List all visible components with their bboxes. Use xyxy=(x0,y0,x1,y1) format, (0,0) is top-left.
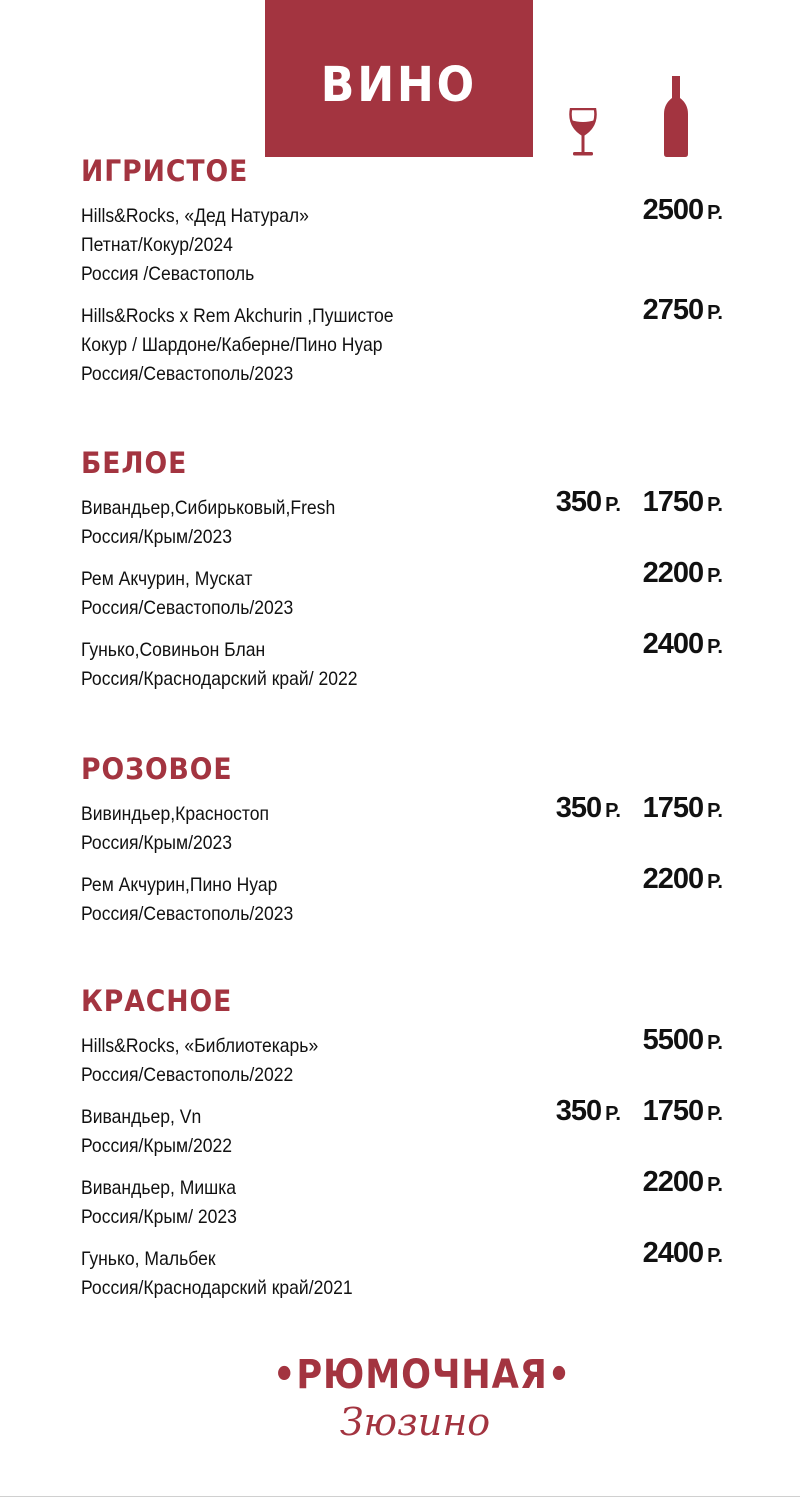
logo-main-text: •РЮМОЧНАЯ• xyxy=(273,1352,572,1398)
bottle-price: 1750 Р. xyxy=(642,1095,723,1127)
page-title: ВИНО xyxy=(320,56,478,113)
section-title: ИГРИСТОЕ xyxy=(81,154,249,188)
wine-name: Вивиндьер,Красностоп xyxy=(81,803,269,825)
section-title: КРАСНОЕ xyxy=(81,984,233,1018)
bottle-price: 2200 Р. xyxy=(642,863,723,895)
list-item xyxy=(81,486,731,552)
bottle-price: 2400 Р. xyxy=(642,1237,723,1269)
wine-bottle-icon xyxy=(663,76,689,158)
wine-name: Гунько, Мальбек xyxy=(81,1248,216,1270)
bottle-price: 1750 Р. xyxy=(642,486,723,518)
list-item xyxy=(81,1237,731,1303)
list-item xyxy=(81,1024,731,1090)
wine-name: Рем Акчурин, Мускат xyxy=(81,568,253,590)
list-item xyxy=(81,1095,731,1161)
list-item xyxy=(81,863,731,929)
wine-origin: Россия/Севастополь/2022 xyxy=(81,1064,294,1086)
wine-details: Кокур / Шардоне/Каберне/Пино Нуар xyxy=(81,334,383,356)
bottom-divider xyxy=(0,1496,800,1497)
section-white xyxy=(81,446,731,707)
section-red xyxy=(81,984,731,1316)
wine-origin: Россия/Крым/2022 xyxy=(81,1135,233,1157)
section-sparkling xyxy=(81,154,731,402)
wine-name: Гунько,Совиньон Блан xyxy=(81,639,266,661)
section-title: РОЗОВОЕ xyxy=(81,752,233,786)
bottle-price: 2750 Р. xyxy=(642,294,723,326)
wine-name: Рем Акчурин,Пино Нуар xyxy=(81,874,278,896)
wine-name: Вивандьер, Vn xyxy=(81,1106,202,1128)
header-banner xyxy=(265,0,533,157)
section-title: БЕЛОЕ xyxy=(81,446,188,480)
bottle-price: 1750 Р. xyxy=(642,792,723,824)
list-item xyxy=(81,557,731,623)
wine-origin: Россия/Крым/ 2023 xyxy=(81,1206,237,1228)
wine-origin: Россия/Севастополь/2023 xyxy=(81,363,294,385)
bottle-price: 2500 Р. xyxy=(642,194,723,226)
wine-origin: Россия /Севастополь xyxy=(81,263,255,285)
list-item xyxy=(81,194,731,289)
list-item xyxy=(81,792,731,858)
wine-name: Hills&Rocks, «Дед Натурал» xyxy=(81,205,309,227)
bottle-price: 5500 Р. xyxy=(642,1024,723,1056)
wine-origin: Россия/Крым/2023 xyxy=(81,526,233,548)
list-item xyxy=(81,294,731,389)
wine-details: Петнат/Кокур/2024 xyxy=(81,234,233,256)
bottle-price: 2200 Р. xyxy=(642,1166,723,1198)
wine-origin: Россия/Краснодарский край/ 2022 xyxy=(81,668,358,690)
logo-script-text: Зюзино xyxy=(339,1400,491,1444)
glass-price: 350 Р. xyxy=(555,486,621,518)
wine-origin: Россия/Севастополь/2023 xyxy=(81,903,294,925)
bottle-price: 2400 Р. xyxy=(642,628,723,660)
glass-price: 350 Р. xyxy=(555,792,621,824)
bottle-price: 2200 Р. xyxy=(642,557,723,589)
wine-name: Hills&Rocks, «Библиотекарь» xyxy=(81,1035,319,1057)
wine-origin: Россия/Севастополь/2023 xyxy=(81,597,294,619)
list-item xyxy=(81,628,731,694)
wine-name: Hills&Rocks x Rem Akchurin ,Пушистое xyxy=(81,305,394,327)
wine-origin: Россия/Крым/2023 xyxy=(81,832,233,854)
wine-origin: Россия/Краснодарский край/2021 xyxy=(81,1277,353,1299)
wine-glass-icon xyxy=(568,108,598,158)
restaurant-logo xyxy=(255,1352,572,1472)
list-item xyxy=(81,1166,731,1232)
section-rose xyxy=(81,752,731,942)
wine-name: Вивандьер, Мишка xyxy=(81,1177,237,1199)
wine-name: Вивандьер,Сибирьковый,Fresh xyxy=(81,497,336,519)
glass-price: 350 Р. xyxy=(555,1095,621,1127)
